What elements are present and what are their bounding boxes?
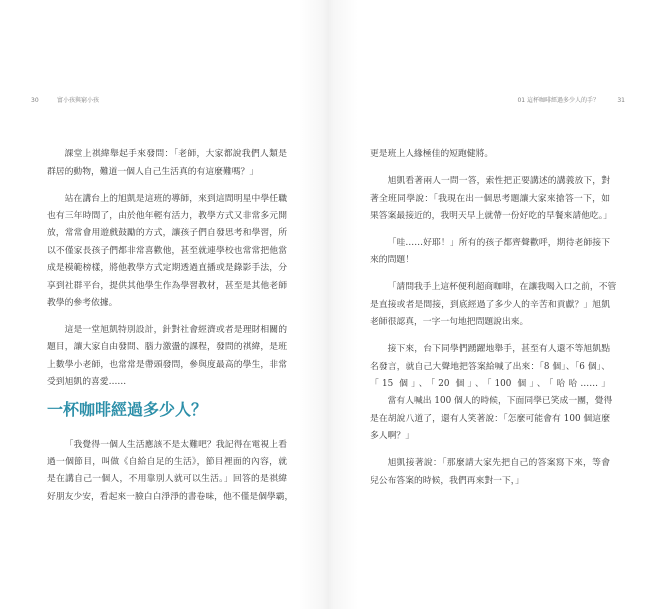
paragraph [370,393,613,445]
running-head: 富小孩與窮小孩 [57,97,100,104]
text-line: 也有三年時間了，由於他年輕有活力，教學方式又非常多元開 [47,211,287,222]
text-line: 接下來，台下同學們踴躍地舉手，甚至有人還不等旭凱點 [387,344,610,355]
text-line: 「哇……好耶！」所有的孩子都齊聲歡呼，期待老師接下 [387,238,610,249]
text-line: 是直接或者是間接，到底經過了多少人的辛苦和貢獻？」旭凱 [370,299,610,310]
paragraph [47,322,287,392]
text-line: 是在講自己一個人，不用靠別人就可以生活。」回答的是祺緯 [47,474,287,485]
text-line: 站在講台上的旭凱是這班的導師，來到這間明星中學任職 [64,193,287,204]
text-line: 以不僅家長孩子們都非常喜歡他，甚至就連學校也常常把他當 [47,245,287,256]
paragraph [47,437,294,507]
paragraph-continued [370,146,610,163]
text-line: 上數學小老師，也常常是帶頭發問，參與度最高的學生，非常 [47,359,287,370]
text-line: 旭凱看著兩人一問一答，索性把正要講述的講義放下，對 [387,176,610,187]
text-line: 旭凱接著說：「那麼請大家先把自己的答案寫下來，等會 [387,458,610,469]
text-line: 好朋友少安，看起來一臉白白淨淨的書卷味，他不僅是個學霸， [47,491,294,502]
body-text [370,146,617,490]
text-line: 群居的動物，難道一個人自己生活真的有這麼難嗎？」 [47,166,259,177]
paragraph [370,235,610,270]
text-line: 「請問我手上這杯便利超商咖啡，在讓我喝入口之前，不管 [387,282,617,293]
text-line: 是在胡說八道了，還有人笑著說：「怎麼可能會有 100 個這麼 [370,413,610,424]
section-heading: 一杯咖啡經過多少人？ [47,399,208,419]
text-line: 多人啊？」 [370,431,414,442]
text-line: 過一個節目，叫做《自給自足的生活》，節目裡面的內容，就 [47,456,287,467]
text-line: 果答案最接近的，我明天早上就帶一份好吃的早餐來請他吃。」 [370,211,612,222]
paragraph [47,146,287,181]
text-line: 這是一堂旭凱特別設計，針對社會經濟或者是理財相關的 [64,325,287,335]
text-line: 來的問題！ [370,255,414,266]
text-line: 課堂上祺緯舉起手來發問：「老師，大家都說我們人類是 [64,149,287,160]
text-line: 當有人喊出 100 個人的時候，下面同學已笑成一團，覺得 [387,396,613,407]
left-page [0,0,327,609]
text-line: 著全班同學說：「我現在出一個思考題讓大家來搶答一下，如 [370,193,610,204]
paragraph [47,191,287,313]
right-page [327,0,655,609]
paragraph [370,341,610,393]
text-line: 「15 個」、「20 個」、「100 個」、「哈哈……」 [370,378,610,389]
text-line: 受到旭凱的喜愛…… [47,377,127,388]
page-number: 31 [617,97,625,104]
paragraph [370,173,610,225]
text-line: 題目，讓大家自由發問、腦力激盪的課程，發問的祺緯，是班 [47,342,287,353]
text-line: 老師很認真，一字一句地把問題說出來。 [370,317,529,328]
running-head: 01 這杯咖啡經過多少人的手？ [517,97,599,104]
text-line: 享到社群平台，提供其他學生作為學習教材，甚至是其他老師 [47,280,287,291]
body-text [47,146,294,506]
text-line: 放，常常會用遊戲鼓勵的方式，讓孩子們自發思考和學習，所 [47,228,287,239]
text-line: 兒公布答案的時候，我們再來對一下，」 [370,475,524,486]
text-line: 教學的參考依據。 [47,298,118,309]
text-line: 「我覺得一個人生活應該不是太難吧？我記得在電視上看 [64,439,287,450]
page-number: 30 [31,97,39,104]
text-line: 成是模範榜樣，將他教學方式定期透過直播或是錄影手法，分 [47,263,287,274]
paragraph [370,279,617,331]
text-line: 更是班上人緣極佳的短跑健將。 [370,149,494,160]
paragraph [370,455,610,490]
text-line: 名發言，就自己大聲地把答案給喊了出來：「8 個」、「6 個」、 [370,361,610,372]
